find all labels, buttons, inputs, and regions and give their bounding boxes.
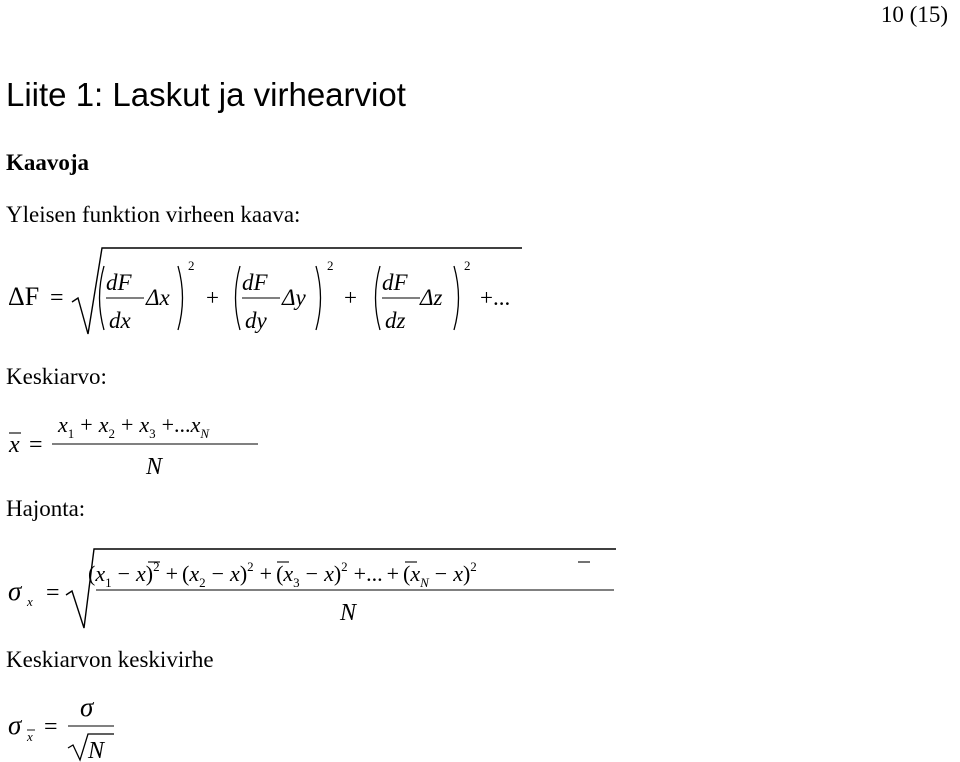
plus-sign: + (206, 285, 219, 310)
exponent: 2 (341, 559, 348, 574)
mean-numerator (57, 412, 210, 441)
sigma-subscript: x (27, 729, 33, 744)
plus-sign: + (165, 561, 179, 586)
minus-sign: − (211, 561, 225, 586)
equals-sign: = (44, 714, 58, 740)
term2-delta: Δy (282, 285, 306, 310)
mean-lhs: x (9, 432, 20, 458)
x-var: x (139, 412, 150, 437)
mean-formula (8, 412, 258, 480)
ellipsis-tail: +... (480, 285, 511, 310)
term1-denominator: dx (109, 308, 131, 333)
term3-delta: Δz (420, 285, 443, 310)
subscript: N (200, 426, 209, 441)
term3-exponent: 2 (464, 258, 471, 273)
sem-denominator: N (88, 738, 105, 762)
ellipsis: +... (161, 412, 191, 437)
paren: ) (462, 561, 471, 586)
exponent: 2 (153, 559, 160, 574)
x-bar: x (324, 561, 334, 586)
term2-numerator: dF (242, 270, 268, 295)
x-var: x (58, 412, 68, 437)
term3-numerator: dF (382, 270, 408, 295)
term1-exponent: 2 (188, 258, 195, 273)
page-title: Liite 1: Laskut ja virhearviot (6, 76, 406, 113)
section-heading: Kaavoja (6, 150, 90, 175)
sigma-subscript: x (27, 594, 33, 609)
subscript: 2 (108, 426, 115, 441)
x-bar: x (230, 561, 240, 586)
plus-sign: + (80, 412, 93, 437)
equals-sign: = (46, 580, 60, 606)
paren: ( (276, 561, 284, 586)
exponent: 2 (470, 559, 477, 574)
mean-denominator: N (146, 454, 163, 480)
plus-sign: + (259, 561, 273, 586)
subscript: 1 (67, 426, 75, 441)
sem-label: Keskiarvon keskivirhe (6, 647, 214, 672)
mean-label: Keskiarvo: (6, 364, 107, 389)
x-var: x (410, 561, 421, 586)
term2-exponent: 2 (327, 258, 334, 273)
subscript: 3 (293, 575, 300, 590)
plus-sign: + (120, 412, 134, 437)
term1-numerator: dF (106, 270, 132, 295)
paren-right (454, 266, 459, 330)
lhs-delta-f: ΔF (8, 282, 40, 311)
paren-left (100, 266, 105, 330)
x-bar: x (453, 561, 463, 586)
subscript: 1 (105, 575, 112, 590)
paren: ( (182, 561, 190, 586)
x-var: x (95, 561, 106, 586)
stddev-numerator (88, 559, 477, 590)
error-propagation-formula (8, 248, 522, 334)
paren: ) (145, 561, 154, 586)
paren: ) (239, 561, 248, 586)
x-var: x (190, 412, 201, 437)
equals-sign: = (50, 285, 64, 311)
plus-sign: + (344, 285, 357, 310)
sem-formula (8, 692, 114, 762)
x-var: x (189, 561, 200, 586)
sem-numerator: σ (80, 692, 94, 722)
paren-right (178, 266, 183, 330)
stddev-denominator: N (340, 600, 357, 626)
paren-left (376, 266, 381, 330)
term2-denominator: dy (245, 308, 267, 333)
exponent: 2 (247, 559, 254, 574)
x-var: x (98, 412, 109, 437)
x-bar: x (136, 561, 146, 586)
stddev-label: Hajonta: (6, 496, 86, 521)
paren: ( (88, 561, 96, 586)
sigma-symbol: σ (8, 710, 22, 740)
term3-denominator: dz (385, 308, 406, 333)
subscript: 3 (149, 426, 156, 441)
plus-sign: + (386, 561, 400, 586)
subscript: N (420, 575, 429, 590)
x-var: x (283, 561, 294, 586)
minus-sign: − (117, 561, 131, 586)
paren-left (236, 266, 241, 330)
paren-right (316, 266, 321, 330)
error-formula-label: Yleisen funktion virheen kaava: (6, 202, 301, 227)
page-number: 10 (15) (880, 2, 948, 27)
subscript: 2 (199, 575, 206, 590)
ellipsis: +... (353, 561, 383, 586)
minus-sign: − (434, 561, 448, 586)
sigma-symbol: σ (8, 576, 22, 606)
paren: ) (333, 561, 342, 586)
term1-delta: Δx (146, 285, 170, 310)
paren: ( (403, 561, 411, 586)
stddev-formula (8, 549, 616, 628)
minus-sign: − (305, 561, 319, 586)
equals-sign: = (29, 432, 43, 458)
